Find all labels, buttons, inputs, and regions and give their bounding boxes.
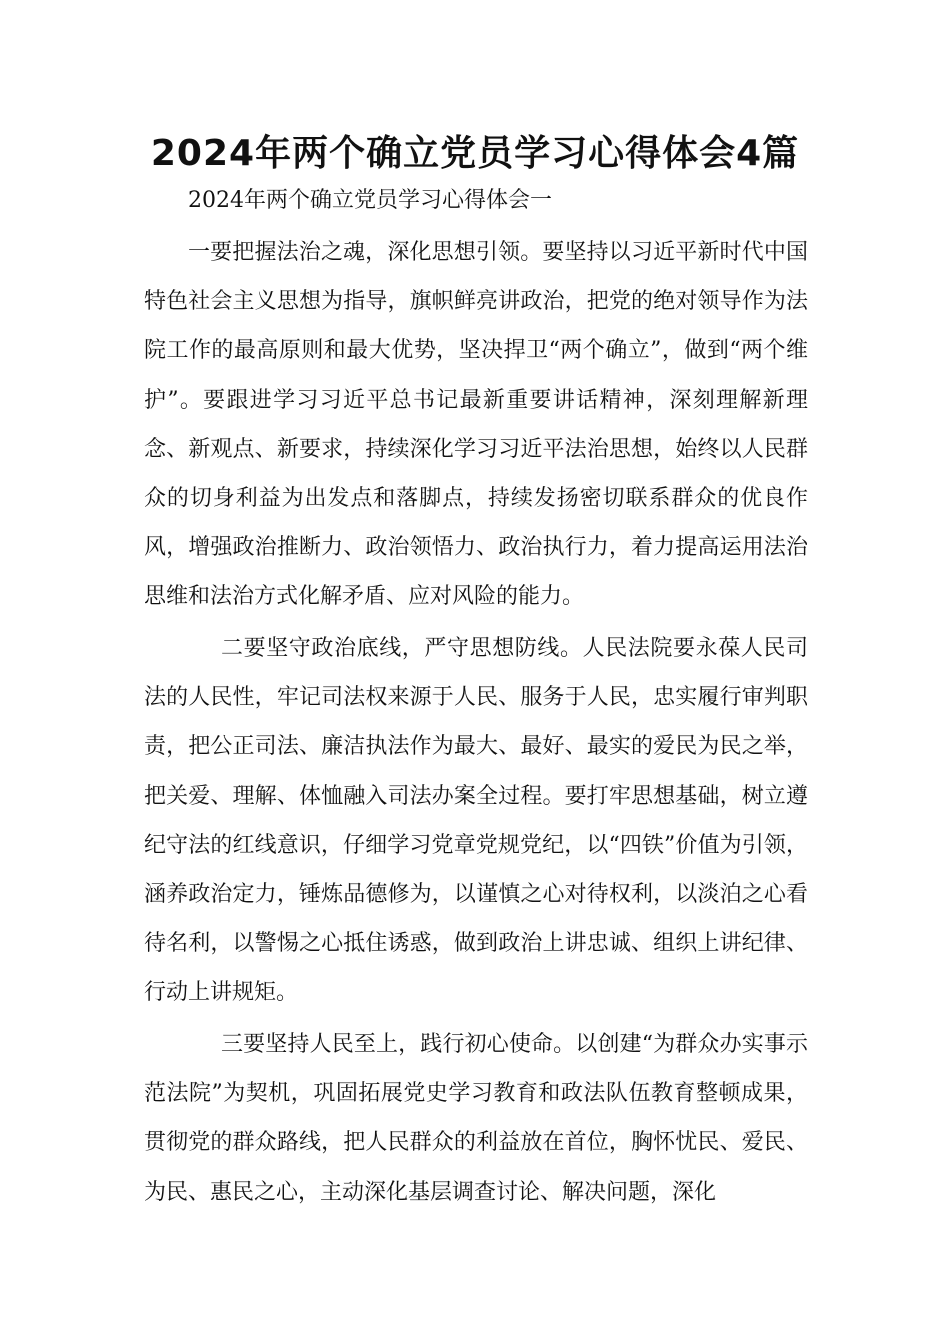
- document-title: 2024年两个确立党员学习心得体会4篇: [150, 133, 800, 174]
- paragraph-2: 二要坚守政治底线，严守思想防线。人民法院要永葆人民司法的人民性，牢记司法权来源于人民、服务于人民，忠实履行审判职责，把公正司法、廉洁执法作为最大、最好、最实的爱民为民之举，把关爱、理解、体恤融入司法办案全过程。要打牢思想基础，树立遵纪守法的红线意识，仔细学习党章党规党纪，以“四铁”价值为引领，涵养政治定力，锤炼品德修为，以谨慎之心对待权利，以淡泊之心看待名利，以警惕之心抵住诱惑，做到政治上讲忠诚、组织上讲纪律、行动上讲规矩。: [144, 636, 808, 1006]
- section-heading: 2024年两个确立党员学习心得体会一: [188, 188, 552, 213]
- paragraph-3: 三要坚持人民至上，践行初心使命。以创建“为群众办实事示范法院”为契机，巩固拓展党史学习教育和政法队伍教育整顿成果，贯彻党的群众路线，把人民群众的利益放在首位，胸怀忧民、爱民、为民、惠民之心，主动深化基层调查讨论、解决问题，深化: [144, 1032, 808, 1205]
- paragraph-1: 一要把握法治之魂，深化思想引领。要坚持以习近平新时代中国特色社会主义思想为指导，旗帜鲜亮讲政治，把党的绝对领导作为法院工作的最高原则和最大优势，坚决捍卫“两个确立”，做到“两个维护”。要跟进学习习近平总书记最新重要讲话精神，深刻理解新理念、新观点、新要求，持续深化学习习近平法治思想，始终以人民群众的切身利益为出发点和落脚点，持续发扬密切联系群众的优良作风，增强政治推断力、政治领悟力、政治执行力，着力提高运用法治思维和法治方式化解矛盾、应对风险的能力。: [144, 240, 808, 610]
